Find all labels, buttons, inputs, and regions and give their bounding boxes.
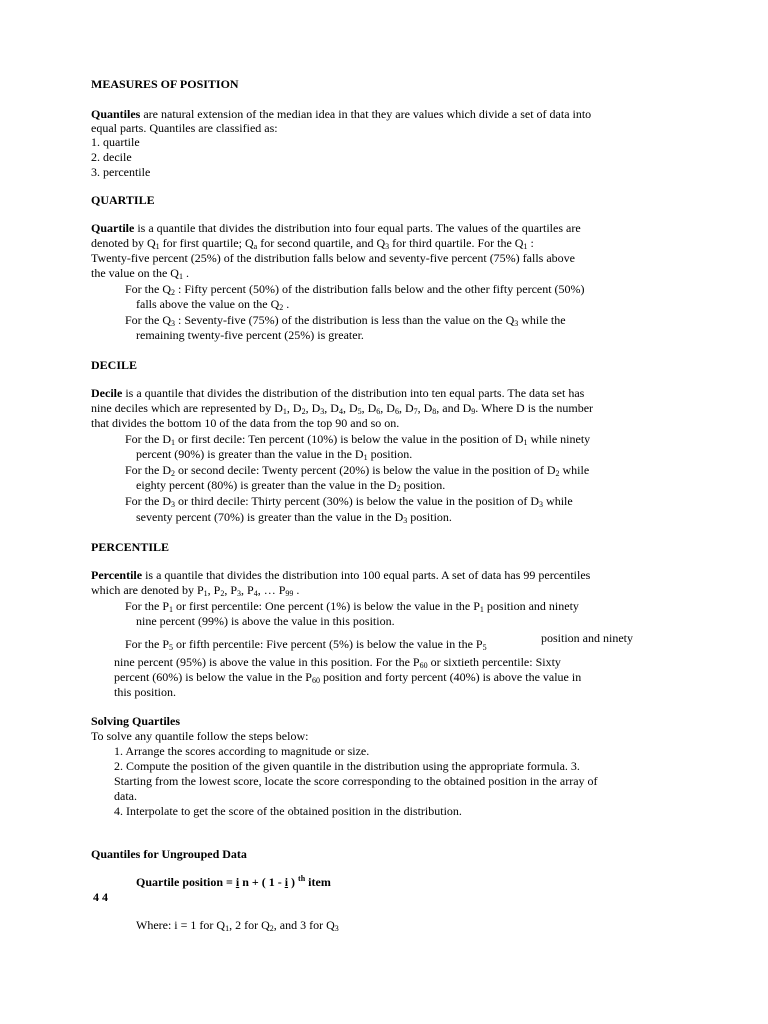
solving-step-2: 2. Compute the position of the given quantile in the distribution using the appropriate formula. 3. [114,759,580,773]
term-decile: Decile [91,386,123,400]
percentile-line-1: Percentile is a quantile that divides the distribution into 100 equal parts. A set of data has 99 percentiles [91,568,591,582]
solving-line-1: To solve any quantile follow the steps below: [91,729,309,743]
section-heading-percentile: PERCENTILE [91,540,170,554]
quartile-line-3: Twenty-five percent (25%) of the distribution falls below and seventy-five percent (75%) falls above [91,251,575,265]
quartile-line-1: Quartile is a quantile that divides the distribution into four equal parts. The values of the quartiles are [91,221,581,235]
quartile-line-2: denoted by $Q_1$ for first quartile; $Q_a$ for second quartile, and $Q_3$ for third quartile. For the $Q_1$ : [91,236,534,251]
solving-step-2-cont: Starting from the lowest score, locate the score corresponding to the obtained position in the array of [114,774,598,788]
intro-line-1: Quantiles are natural extension of the median idea in that they are values which divide a set of data into [91,107,592,121]
section-heading-decile: DECILE [91,358,138,372]
p1-line-1: For the $P_1$ or first percentile: One percent (1%) is below the value in the $P_1$ position and ninety [125,599,579,614]
q3-line-1: For the $Q_3$ : Seventy-five (75%) of the distribution is less than the value on the $Q_3$ while the [125,313,566,328]
q3-line-2: remaining twenty-five percent (25%) is greater. [136,328,364,342]
solving-step-1: 1. Arrange the scores according to magnitude or size. [114,744,370,758]
term-percentile: Percentile [91,568,143,582]
decile-line-2: nine deciles which are represented by $D_1$, $D_2$, $D_3$, $D_4$, $D_5$, $D_6$, $D_6$, $D_7$, $D_8$, and $D_9$. Where D is the number [91,401,594,416]
quartile-line-4: the value on the $Q_1$ . [91,266,189,281]
q2-line-1: For the $Q_2$ : Fifty percent (50%) of the distribution falls below and the other fifty percent (50%) [125,282,585,297]
p5-line-3: percent (60%) is below the value in the $P_{60}$ position and forty percent (40%) is above the value in [114,670,582,685]
p5-line-1: For the $P_5$ or fifth percentile: Five percent (5%) is below the value in the $P_5$ [125,637,487,652]
d2-line-1: For the $D_2$ or second decile: Twenty percent (20%) is below the value in the position of $D_2$ while [125,463,590,478]
q2-line-2: falls above the value on the $Q_2$ . [136,297,290,312]
d2-line-2: eighty percent (80%) is greater than the value in the $D_2$ position. [136,478,446,493]
list-item: 1. quartile [91,135,140,149]
solving-step-2-cont-2: data. [114,789,137,803]
d3-line-1: For the $D_3$ or third decile: Thirty percent (30%) is below the value in the position of $D_3$ while [125,494,573,509]
d3-line-2: seventy percent (70%) is greater than the value in the $D_3$ position. [136,510,452,525]
term-quantiles: Quantiles [91,107,141,121]
p5-line-1-tail: position and ninety [541,631,633,645]
d1-line-1: For the $D_1$ or first decile: Ten percent (10%) is below the value in the position of $D_1$ while ninety [125,432,591,447]
formula-quartile-position: Quartile position = i n + ( 1 - i ) $^{th}$ item [136,874,331,889]
decile-line-3: that divides the bottom 10 of the data from the top 90 and so on. [91,416,400,430]
decile-line-1: Decile is a quantile that divides the distribution of the distribution into ten equal parts. The data set has [91,386,585,400]
intro-line-2: equal parts. Quantiles are classified as: [91,121,278,135]
p5-line-2: nine percent (95%) is above the value in this position. For the $P_{60}$ or sixtieth percentile: Sixty [114,655,561,670]
d1-line-2: percent (90%) is greater than the value in the $D_1$ position. [136,447,413,462]
section-heading-quartile: QUARTILE [91,193,155,207]
solving-step-4: 4. Interpolate to get the score of the obtained position in the distribution. [114,804,462,818]
page-title: MEASURES OF POSITION [91,77,239,91]
percentile-line-2: which are denoted by $P_1$, $P_2$, $P_3$, $P_4$, … $P_{99}$ . [91,583,300,598]
section-heading-solving: Solving Quartiles [91,714,181,728]
list-item: 2. decile [91,150,132,164]
term-quartile: Quartile [91,221,135,235]
p5-line-4: this position. [114,685,177,699]
list-item: 3. percentile [91,165,151,179]
p1-line-2: nine percent (99%) is above the value in this position. [136,614,395,628]
formula-denominators: 4 4 [93,890,108,904]
section-heading-ungrouped: Quantiles for Ungrouped Data [91,847,247,861]
formula-where: Where: i = 1 for $Q_1$, 2 for $Q_2$, and 3 for $Q_3$ [136,918,339,933]
